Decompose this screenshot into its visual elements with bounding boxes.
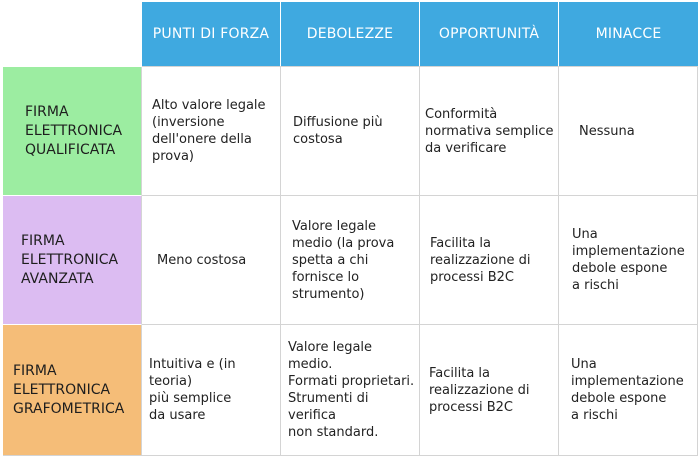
header-opportunita: OPPORTUNITÀ [420, 2, 559, 66]
row-label-text: FIRMA ELETTRONICA AVANZATA [21, 232, 119, 287]
cell-grafometrica-minacce [559, 325, 698, 456]
cell-text: Valore legale medio. Formati proprietari. Strumenti di verifica non standard. [288, 340, 415, 440]
cell-grafometrica-forza [142, 325, 281, 456]
row-label-grafometrica [3, 325, 142, 456]
row-label-avanzata [3, 196, 142, 325]
cell-text: Meno costosa [157, 252, 247, 268]
header-punti-di-forza: PUNTI DI FORZA [142, 2, 281, 66]
cell-grafometrica-debolezze [281, 325, 420, 456]
cell-avanzata-debolezze [281, 196, 420, 325]
cell-text: Nessuna [579, 123, 635, 139]
header-minacce: MINACCE [559, 2, 698, 66]
cell-qualificata-opportunita [420, 67, 559, 196]
cell-text: Facilita la realizzazione di processi B2C [430, 235, 531, 285]
row-label-qualificata [3, 67, 142, 196]
cell-avanzata-forza [142, 196, 281, 325]
cell-text: Conformità normativa semplice da verificare [425, 106, 554, 156]
cell-text: Valore legale medio (la prova spetta a chi fornisce lo strumento) [292, 218, 395, 302]
cell-qualificata-forza [142, 67, 281, 196]
grid-line [697, 67, 698, 456]
cell-qualificata-minacce [559, 67, 698, 196]
cell-text: Intuitiva e (in teoria) più semplice da usare [149, 357, 236, 423]
cell-grafometrica-opportunita [420, 325, 559, 456]
cell-text: Una implementazione debole espone a rischi [571, 357, 684, 423]
cell-text: Facilita la realizzazione di processi B2C [429, 365, 530, 415]
cell-avanzata-opportunita [420, 196, 559, 325]
cell-qualificata-debolezze [281, 67, 420, 196]
cell-text: Diffusione più costosa [293, 115, 383, 147]
header-debolezze: DEBOLEZZE [281, 2, 420, 66]
cell-avanzata-minacce [559, 196, 698, 325]
cell-text: Alto valore legale (inversione dell'onere della prova) [152, 98, 266, 164]
row-label-text: FIRMA ELETTRONICA QUALIFICATA [25, 103, 123, 158]
row-label-text: FIRMA ELETTRONICA GRAFOMETRICA [13, 362, 125, 417]
cell-text: Una implementazione debole espone a rischi [572, 227, 685, 293]
